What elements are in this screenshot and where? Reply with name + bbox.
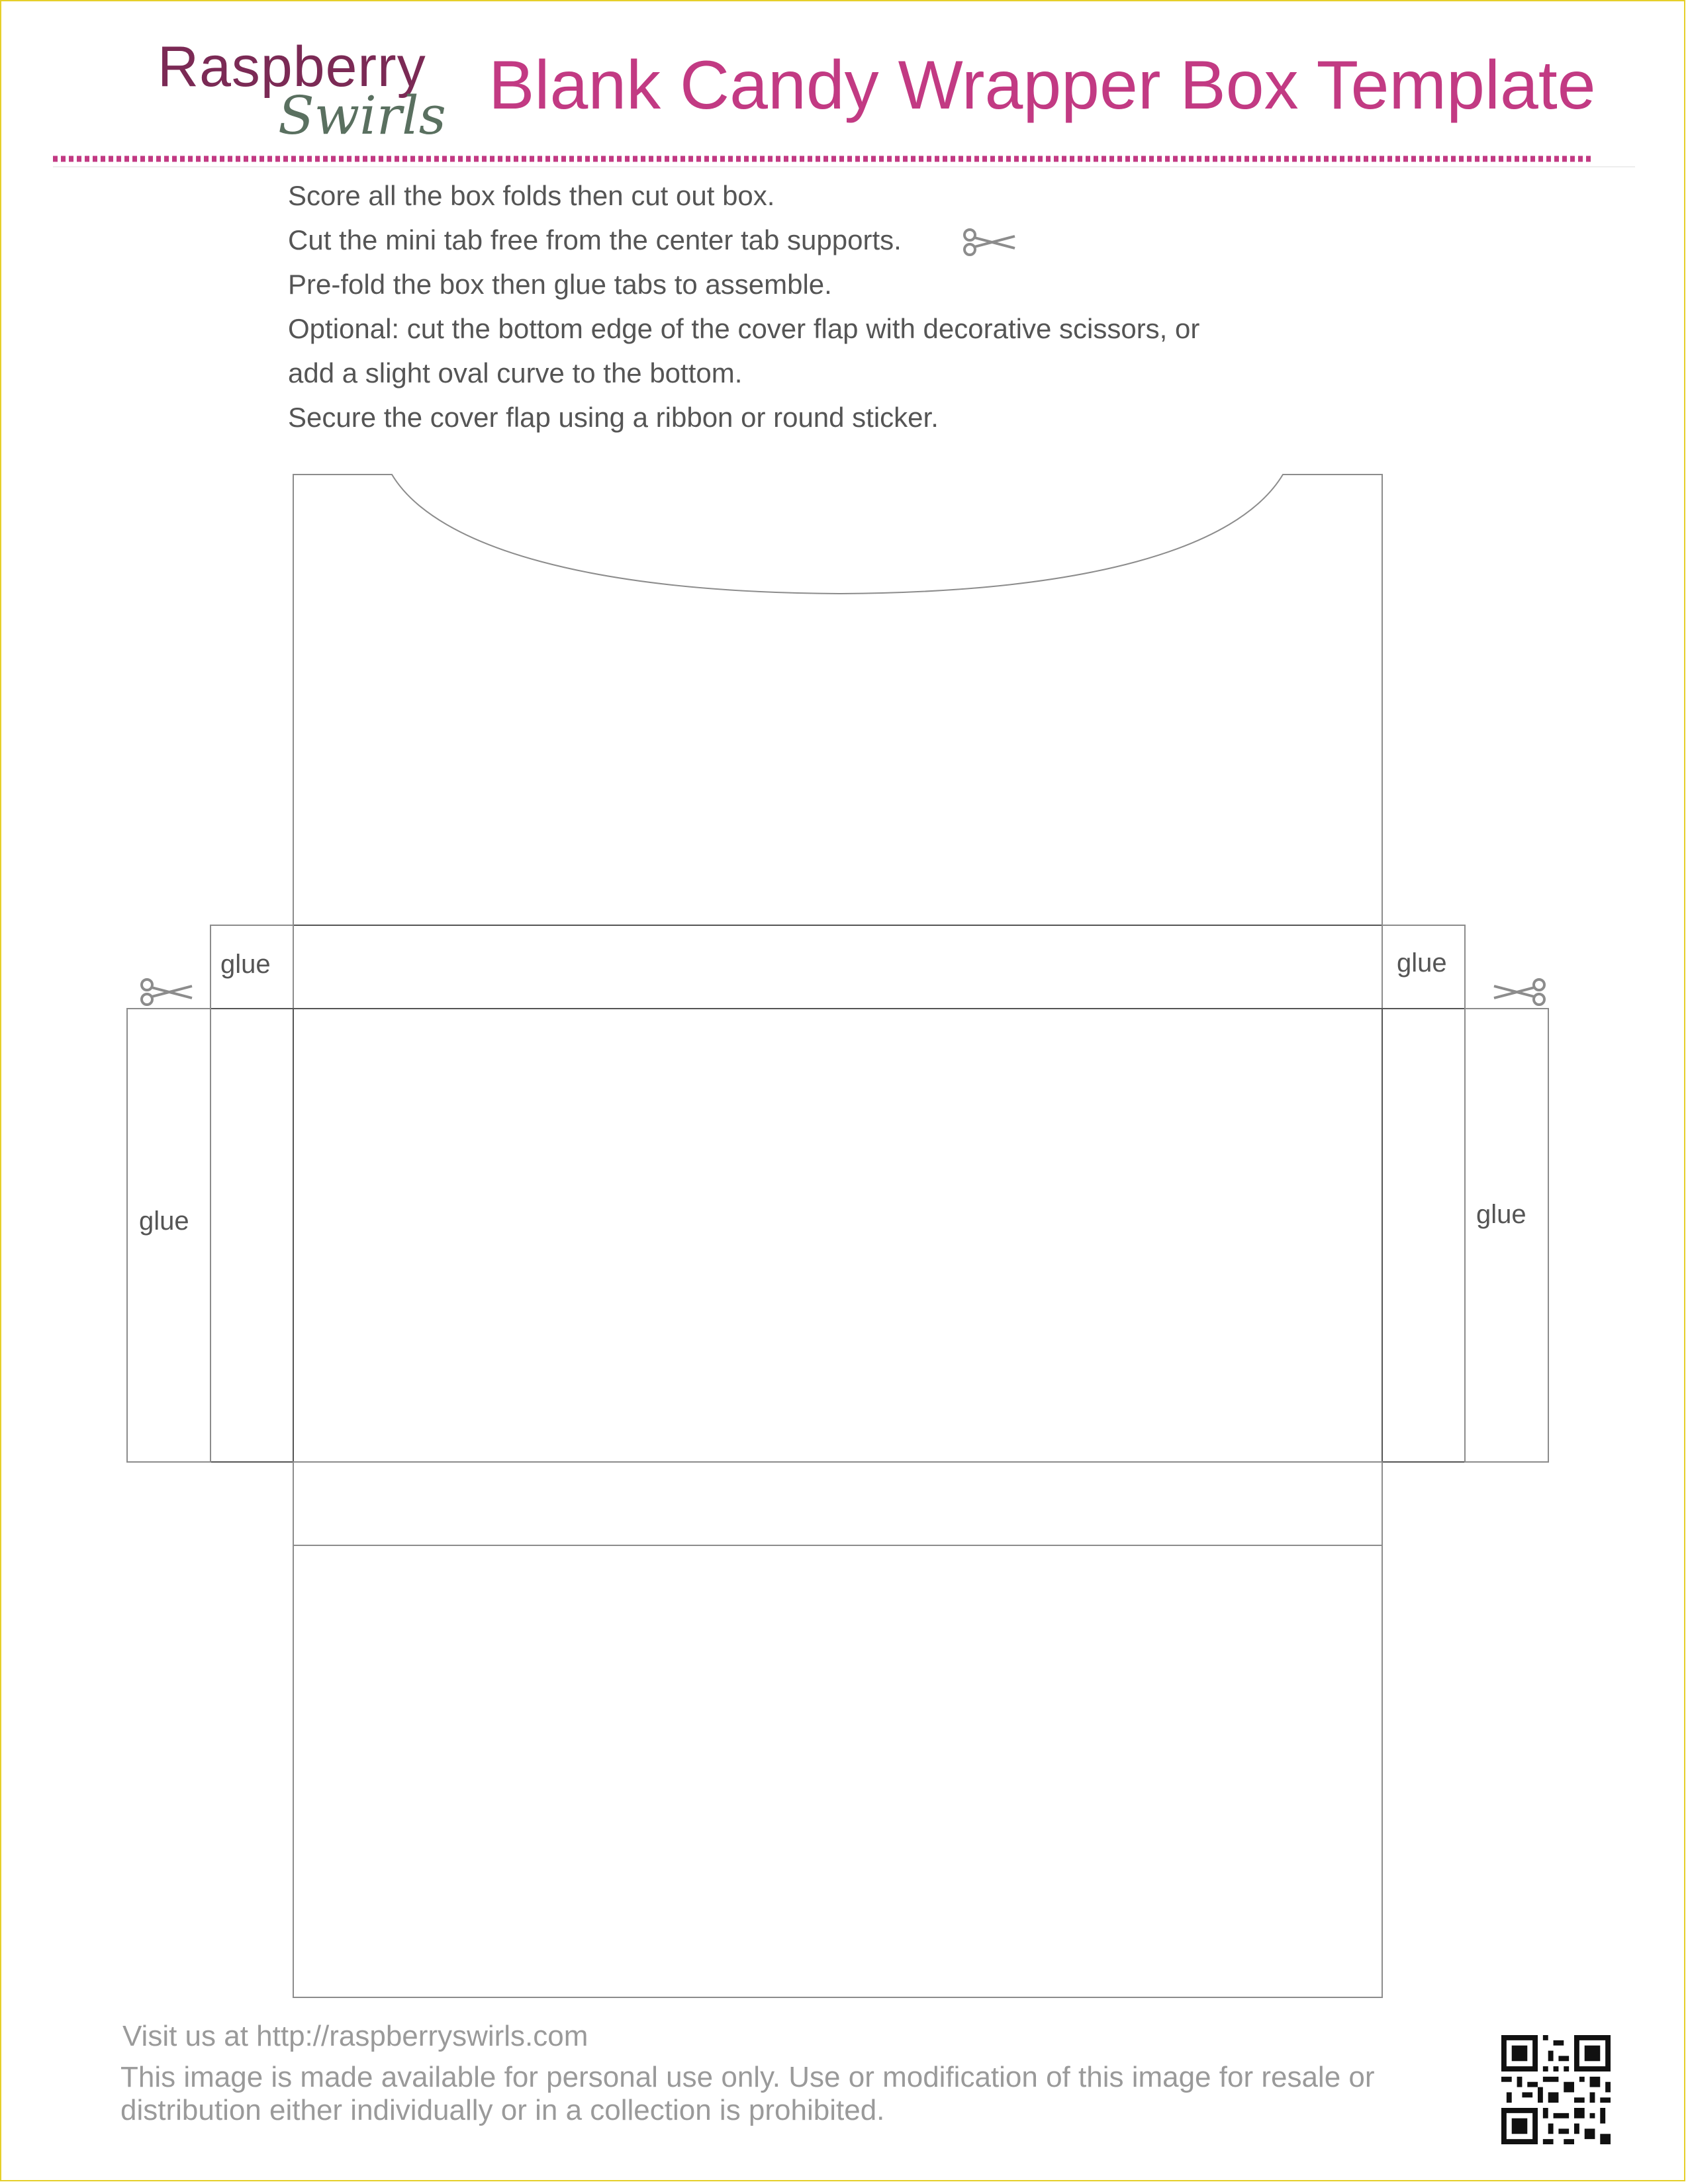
glue-label: glue bbox=[220, 950, 271, 979]
logo-raspberry-text: Raspberry bbox=[158, 35, 426, 99]
logo-swirls-text: Swirls bbox=[278, 85, 446, 146]
instruction-line: Cut the mini tab free from the center tab supports. bbox=[288, 224, 902, 255]
scissors-icon bbox=[1494, 979, 1544, 1005]
center-panel bbox=[293, 1009, 1382, 1462]
instruction-line: Pre-fold the box then glue tabs to assemble. bbox=[288, 269, 832, 300]
glue-label: glue bbox=[1476, 1200, 1526, 1229]
instruction-line: add a slight oval curve to the bottom. bbox=[288, 357, 743, 388]
instruction-line: Optional: cut the bottom edge of the cover flap with decorative scissors, or bbox=[288, 313, 1200, 344]
right-side-panel bbox=[1382, 1009, 1465, 1462]
footer-visit-link[interactable]: Visit us at http://raspberryswirls.com bbox=[122, 2020, 588, 2052]
scissors-icon bbox=[964, 230, 1015, 255]
left-side-panel bbox=[211, 1009, 293, 1462]
top-strip bbox=[293, 925, 1382, 1009]
right-glue-tab bbox=[1465, 1009, 1548, 1462]
bottom-panel bbox=[293, 1545, 1382, 1997]
footer-legal-notice: This image is made available for personal use only. Use or modification of this image for resale or distribution either individually or in a collection is prohibited. bbox=[120, 2061, 1375, 2126]
scissors-icon bbox=[142, 979, 192, 1005]
glue-label: glue bbox=[139, 1206, 189, 1236]
glue-label: glue bbox=[1397, 948, 1447, 978]
instruction-line: Score all the box folds then cut out box. bbox=[288, 180, 775, 211]
page-title: Blank Candy Wrapper Box Template bbox=[489, 47, 1596, 124]
instruction-line: Secure the cover flap using a ribbon or round sticker. bbox=[288, 402, 939, 433]
bottom-strip bbox=[293, 1462, 1382, 1545]
qr-code-icon bbox=[1501, 2035, 1611, 2144]
cover-flap bbox=[293, 475, 1382, 925]
